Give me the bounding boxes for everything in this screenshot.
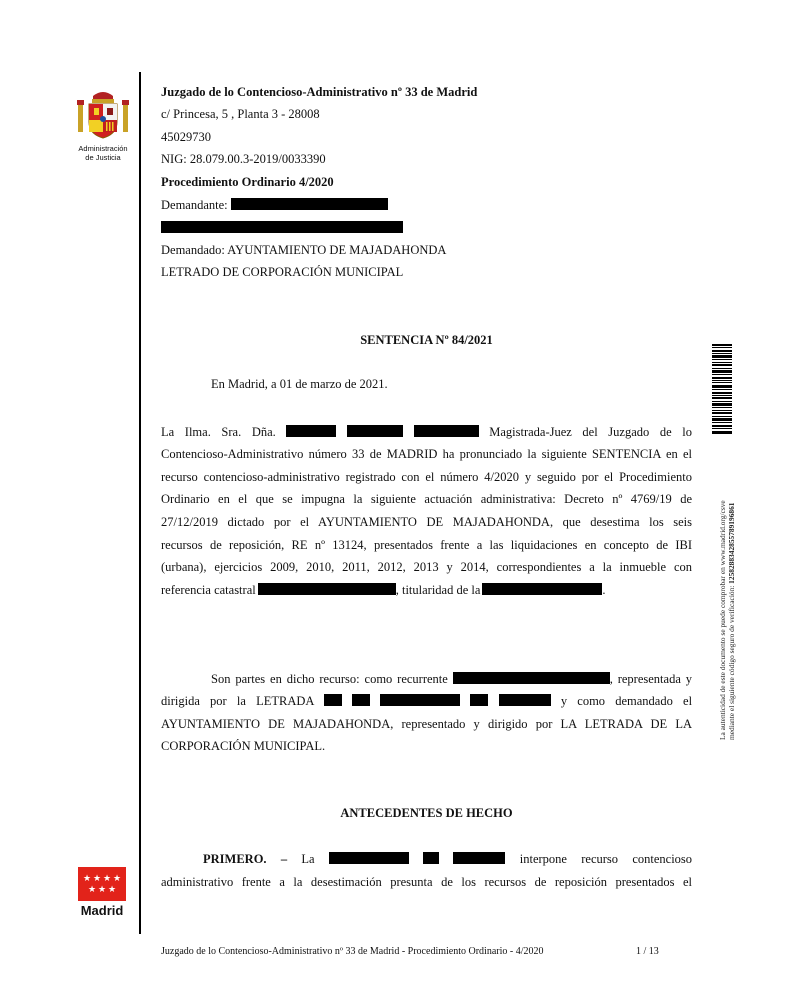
primero-text: interpone recurso contencioso (519, 852, 693, 866)
verification-label: mediante el siguiente código seguro de verificación: (727, 585, 736, 740)
redaction (258, 583, 396, 595)
plaintiff-label: Demandante: (161, 198, 228, 212)
svg-text:★: ★ (107, 885, 117, 895)
para1-line1 (161, 424, 692, 440)
verification-code: 1258288342855789196861 (727, 502, 736, 584)
verification-line2 (727, 500, 736, 740)
para1-line5: 27/12/2019 dictado por el AYUNTAMIENTO DE MAJADAHONDA, que desestima los seis (161, 515, 692, 529)
verification-line1: La autenticidad de este documento se puede comprobar en www.madrid.org/csve (718, 500, 727, 740)
redaction (161, 221, 403, 233)
para1-text: Magistrada-Juez del Juzgado de lo (489, 425, 693, 439)
redaction (482, 583, 602, 595)
primero-line1 (203, 851, 692, 867)
redaction (286, 425, 336, 437)
svg-text:★: ★ (87, 885, 97, 895)
verification-text (718, 500, 736, 740)
para1-text: . (602, 583, 606, 597)
defendant-line: Demandado: AYUNTAMIENTO DE MAJADAHONDA (161, 243, 447, 257)
madrid-logo (78, 867, 126, 901)
court-code: 45029730 (161, 130, 211, 144)
primero-label: PRIMERO. (203, 852, 267, 866)
para1-text: referencia catastral (161, 583, 256, 597)
para1-line4: Ordinario en el que se impugna la siguiente actuación administrativa: Decreto nº 4769/19 de (161, 492, 692, 506)
para1-text: , titularidad de la (395, 583, 481, 597)
para2-line3: AYUNTAMIENTO DE MAJADAHONDA, representado y dirigido por LA LETRADA DE LA (161, 717, 692, 731)
redaction (380, 694, 460, 706)
para1-text: La Ilma. Sra. Dña. (161, 425, 276, 439)
stars-icon (78, 867, 126, 901)
svg-text:★: ★ (112, 874, 122, 884)
redaction (453, 672, 610, 684)
logo-text-line1: Administración (78, 144, 128, 153)
svg-text:★: ★ (102, 874, 112, 884)
court-name: Juzgado de lo Contencioso-Administrativo nº 33 de Madrid (161, 85, 478, 99)
redaction (324, 694, 342, 706)
plaintiff-line (161, 197, 388, 213)
logo-text-line2: de Justicia (85, 153, 121, 162)
logo-text (68, 144, 138, 162)
redaction (414, 425, 479, 437)
para1-line3: recurso contencioso-administrativo registrado con el número 4/2020 y seguido por el Procedimiento (161, 470, 692, 484)
redaction (423, 852, 439, 864)
plaintiff-redacted-line (161, 220, 403, 236)
para2-line1 (211, 671, 692, 687)
para1-line7: (urbana), ejercicios 2009, 2010, 2011, 2012, 2013 y 2014, correspondientes a la inmueble con (161, 560, 692, 574)
para2-text: dirigida por la LETRADA (161, 694, 314, 708)
redaction (347, 425, 403, 437)
document-title: SENTENCIA Nº 84/2021 (360, 333, 493, 347)
svg-text:★: ★ (97, 885, 107, 895)
primero-dash: – (280, 852, 288, 866)
primero-text: La (301, 852, 315, 866)
para1-line8 (161, 582, 606, 598)
para1-line6: recursos de reposición, RE nº 13124, presentados frente a las liquidaciones en concepto de IBI (161, 538, 692, 552)
redaction (329, 852, 409, 864)
procedure-number: Procedimiento Ordinario 4/2020 (161, 175, 334, 189)
para2-text: , representada y (609, 672, 693, 686)
coat-of-arms-icon (74, 88, 132, 140)
lawyer-line: LETRADO DE CORPORACIÓN MUNICIPAL (161, 265, 404, 279)
nig-number: NIG: 28.079.00.3-2019/0033390 (161, 152, 326, 166)
primero-line2: administrativo frente a la desestimación presunta de los recursos de reposición presentados el (161, 875, 692, 889)
section-title: ANTECEDENTES DE HECHO (340, 806, 513, 820)
footer-text: Juzgado de lo Contencioso-Administrativo nº 33 de Madrid - Procedimiento Ordinario - 4/2020 (161, 946, 544, 957)
svg-text:★: ★ (92, 874, 102, 884)
redaction (470, 694, 488, 706)
court-address: c/ Princesa, 5 , Planta 3 - 28008 (161, 107, 320, 121)
barcode (712, 344, 732, 434)
redaction (453, 852, 505, 864)
margin-rule (139, 72, 141, 934)
coat-of-arms-logo (74, 88, 132, 140)
para2-text: y como demandado el (560, 694, 693, 708)
madrid-logo-text: Madrid (80, 903, 124, 918)
redaction (499, 694, 551, 706)
para2-line2 (161, 693, 692, 709)
page-number: 1 / 13 (636, 946, 659, 957)
para2-text: Son partes en dicho recurso: como recurrente (211, 672, 448, 686)
redaction (352, 694, 370, 706)
redaction (231, 198, 388, 210)
svg-text:★: ★ (82, 874, 92, 884)
para2-line4: CORPORACIÓN MUNICIPAL. (161, 739, 326, 753)
date-line: En Madrid, a 01 de marzo de 2021. (211, 377, 388, 391)
para1-line2: Contencioso-Administrativo número 33 de MADRID ha pronunciado la siguiente SENTENCIA en el (161, 447, 692, 461)
